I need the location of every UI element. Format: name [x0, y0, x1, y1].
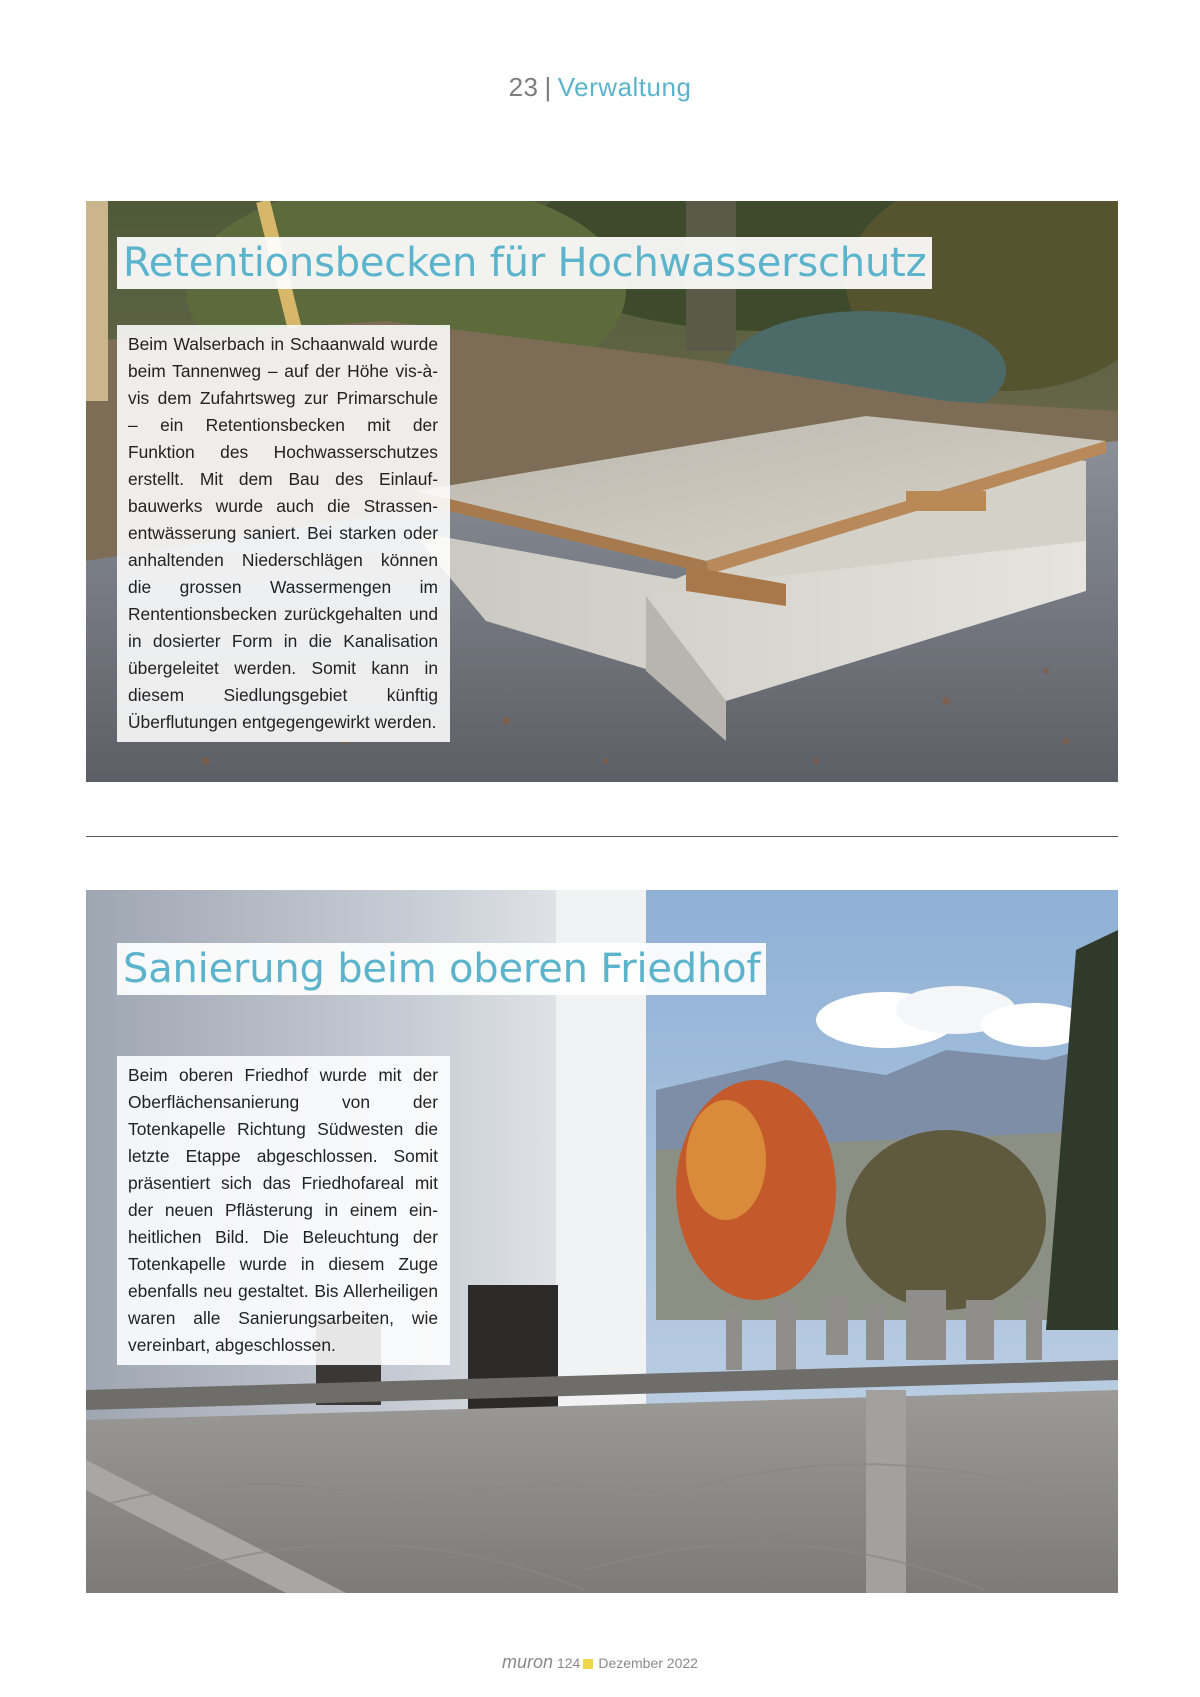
section-title: Verwaltung	[557, 72, 692, 102]
article-body-cemetery: Beim oberen Friedhof wurde mit der Oberflächensanierung von der Totenkapelle Richtung Südwesten die letzte Etappe abgeschlossen. Somit präsentiert sich das Friedhofareal mit der neuen Pflästerung in einem einheitlichen Bild. Die Beleuchtung der Totenkapelle wurde in diesem Zuge ebenfalls neu gestaltet. Bis Allerheiligen waren alle Sanierungsarbeiten, wie vereinbart, abgeschlossen.	[117, 1056, 450, 1365]
issue-date: Dezember 2022	[598, 1655, 698, 1671]
article-body-retention: Beim Walserbach in Schaanwald wurde beim Tannenweg – auf der Höhe vis-à-vis dem Zufahrtsweg zur Primarschule – ein Retentionsbecken mit der Funktion des Hochwasserschutzes erstellt. Mit dem Bau des Einlaufbauwerks wurde auch die Strassenentwässerung saniert. Bei starken oder anhaltenden Niederschlägen können die grossen Wassermengen im Rententionsbecken zurückgehalten und in dosierter Form in die Kanalisation übergeleitet werden. Somit kann in diesem Siedlungsgebiet künftig Überflutungen entgegengewirkt werden.	[117, 325, 450, 742]
section-divider	[86, 836, 1118, 837]
page-footer	[0, 1652, 1200, 1673]
article-title-retention: Retentionsbecken für Hochwasserschutz	[117, 237, 932, 289]
header-separator: |	[544, 72, 552, 102]
issue-number: 124	[556, 1655, 581, 1671]
retention-basin-photo	[86, 201, 1118, 782]
page-header	[0, 72, 1200, 103]
footer-square-icon	[583, 1659, 593, 1669]
magazine-name: muron	[502, 1652, 554, 1672]
article-title-cemetery: Sanierung beim oberen Friedhof	[117, 943, 766, 995]
page-number: 23	[508, 72, 539, 102]
cemetery-photo	[86, 890, 1118, 1593]
